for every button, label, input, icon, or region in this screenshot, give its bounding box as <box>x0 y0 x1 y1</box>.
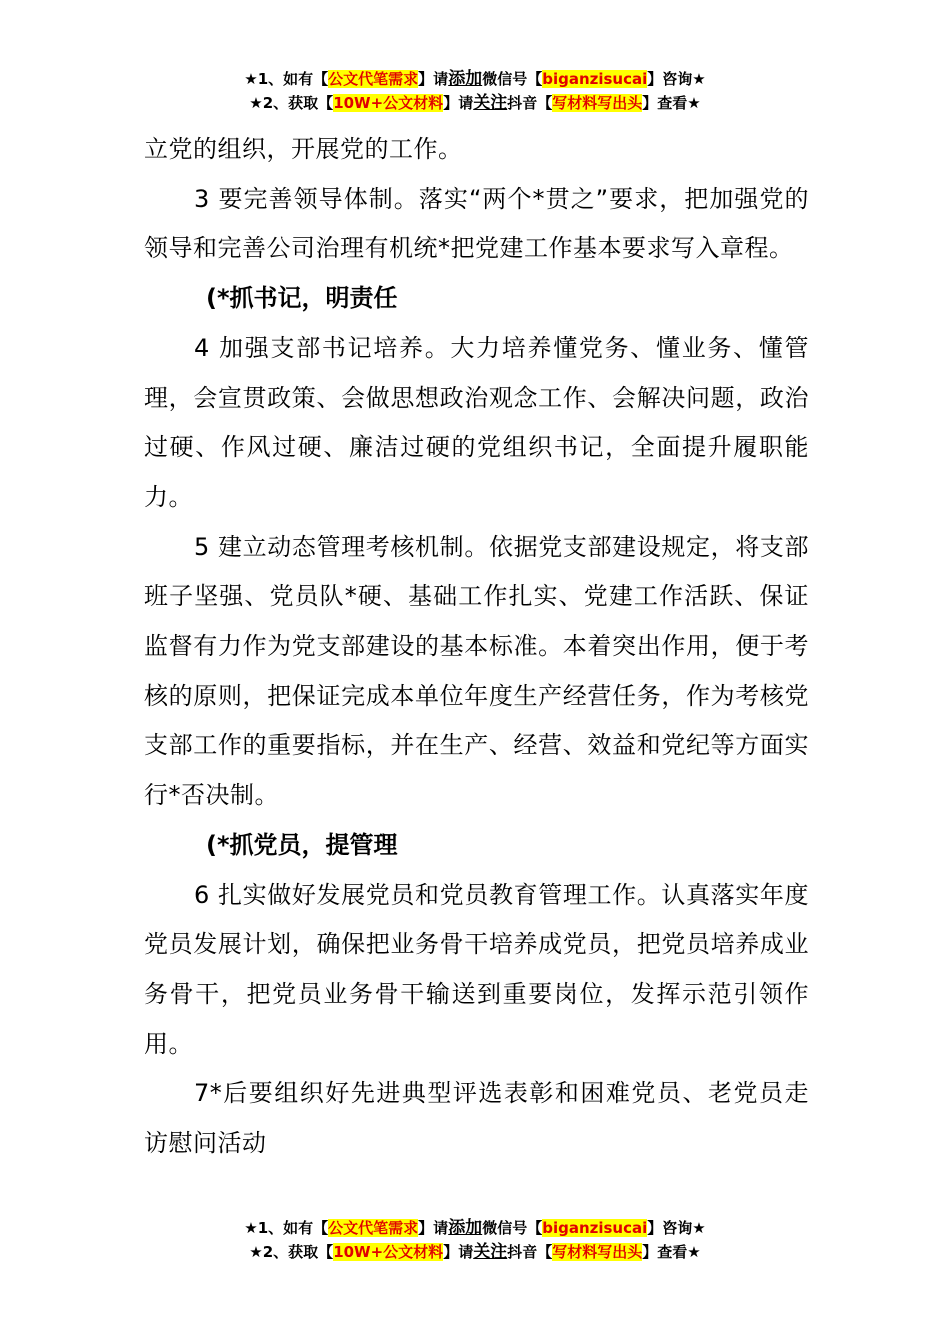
paragraph-item-7: 7*后要组织好先进典型评选表彰和困难党员、老党员走访慰问活动 <box>144 1079 809 1158</box>
banner-highlight-wechat: biganzisucai <box>542 70 648 88</box>
paragraph-continuation: 立党的组织，开展党的工作。 <box>144 135 463 163</box>
banner-text: 微信号【 <box>482 1219 543 1237</box>
paragraph-item-5: 5 建立动态管理考核机制。依据党支部建设规定，将支部班子坚强、党员队*硬、基础工作扎实、党建工作活跃、保证监督有力作为党支部建设的基本标准。本着突出作用，便于考核的原则，把保证完成本单位年度生产经营任务，作为考核党支部工作的重要指标，并在生产、经营、效益和党纪等方面实行*否决制。 <box>144 532 809 810</box>
banner-text: 抖音【 <box>507 94 553 112</box>
banner-text: ★2、获取【 <box>249 94 334 112</box>
section-heading-members: (*抓党员，提管理 <box>206 830 398 859</box>
banner-text: ★2、获取【 <box>249 1243 334 1261</box>
banner-emphasis: 关注 <box>473 93 508 113</box>
banner-highlight-douyin: 写材料写出头 <box>552 1243 643 1261</box>
document-body <box>144 125 809 1169</box>
paragraph-item-3: 3 要完善领导体制。落实“两个*贯之”要求，把加强党的领导和完善公司治理有机统*把党建工作基本要求写入章程。 <box>144 184 809 263</box>
banner-text: 】咨询★ <box>647 1219 706 1237</box>
header-banner <box>0 67 950 115</box>
banner-highlight: 公文代笔需求 <box>328 70 419 88</box>
banner-text: 】查看★ <box>642 94 701 112</box>
banner-text: 】请 <box>443 94 474 112</box>
banner-text: 微信号【 <box>482 70 543 88</box>
banner-text: 抖音【 <box>507 1243 553 1261</box>
banner-emphasis: 添加 <box>448 1218 483 1238</box>
banner-highlight: 10W+公文材料 <box>333 1243 444 1261</box>
banner-highlight-douyin: 写材料写出头 <box>552 94 643 112</box>
banner-line-2 <box>0 91 950 115</box>
section-heading-secretary: (*抓书记，明责任 <box>206 284 398 313</box>
banner-text: ★1、如有【 <box>244 70 329 88</box>
banner-line-1 <box>0 1216 950 1240</box>
banner-text: 】请 <box>418 1219 449 1237</box>
banner-highlight: 公文代笔需求 <box>328 1219 419 1237</box>
banner-emphasis: 关注 <box>473 1242 508 1262</box>
banner-text: 】请 <box>443 1243 474 1261</box>
banner-text: 】咨询★ <box>647 70 706 88</box>
paragraph-item-4: 4 加强支部书记培养。大力培养懂党务、懂业务、懂管理，会宣贯政策、会做思想政治观念工作、会解决问题，政治过硬、作风过硬、廉洁过硬的党组织书记，全面提升履职能力。 <box>144 333 809 511</box>
banner-highlight-wechat: biganzisucai <box>542 1219 648 1237</box>
banner-text: ★1、如有【 <box>244 1219 329 1237</box>
paragraph-item-6: 6 扎实做好发展党员和党员教育管理工作。认真落实年度党员发展计划，确保把业务骨干培养成党员，把党员培养成业务骨干，把党员业务骨干输送到重要岗位，发挥示范引领作用。 <box>144 880 809 1058</box>
banner-emphasis: 添加 <box>448 69 483 89</box>
footer-banner <box>0 1216 950 1264</box>
banner-line-2 <box>0 1240 950 1264</box>
banner-text: 】请 <box>418 70 449 88</box>
banner-highlight: 10W+公文材料 <box>333 94 444 112</box>
banner-line-1 <box>0 67 950 91</box>
banner-text: 】查看★ <box>642 1243 701 1261</box>
